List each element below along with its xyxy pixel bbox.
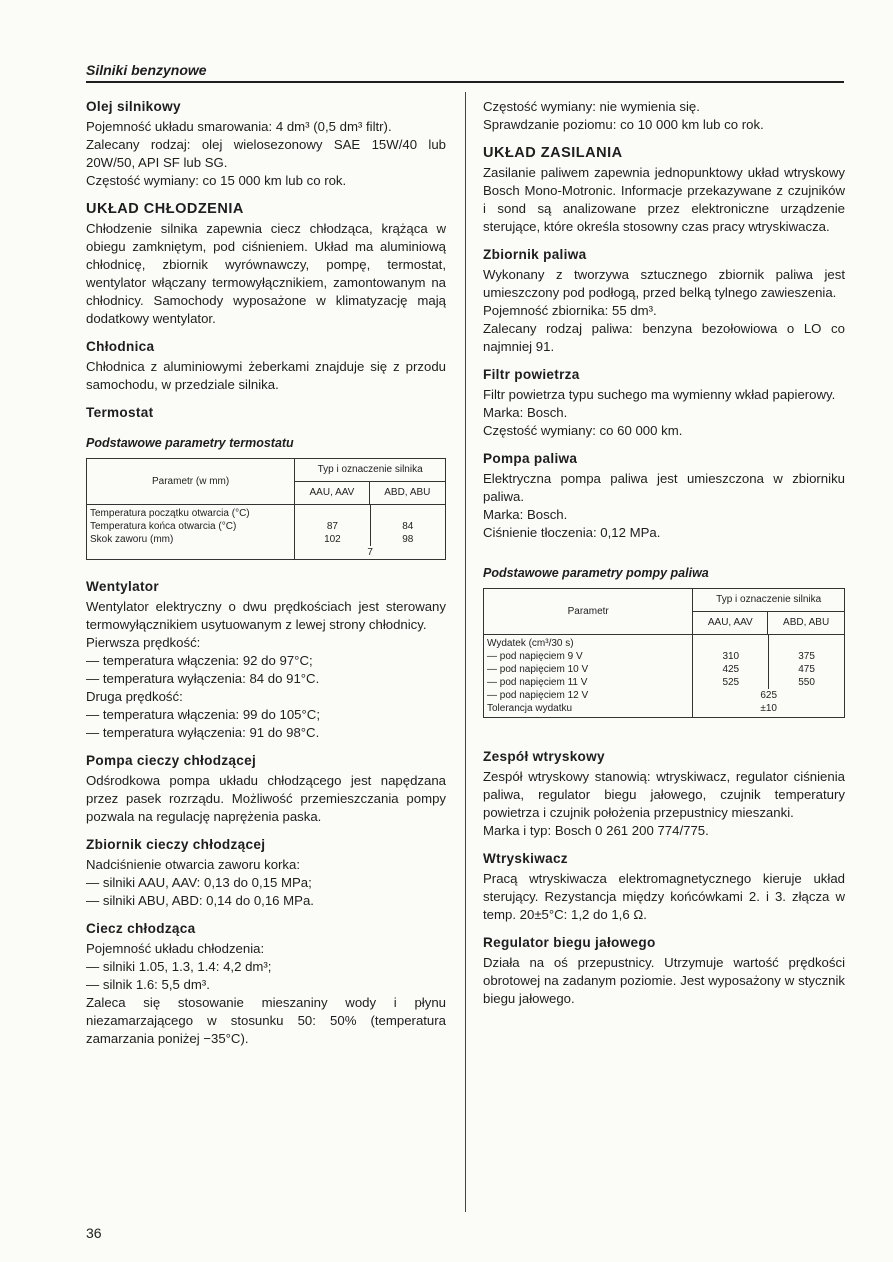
oil-change: Częstość wymiany: co 15 000 km lub co rok. — [86, 173, 347, 188]
table-col2-header: ABD, ABU — [768, 612, 845, 635]
injector-section — [483, 850, 845, 924]
thermostat-heading: Termostat — [86, 405, 154, 420]
column-divider — [465, 92, 466, 1212]
coolant-line: Zaleca się stosowanie mieszaniny wody i płynu niezamarzającego w stosunku 50: 50% (temperatura zamarzania poniżej −35°C). — [86, 995, 446, 1046]
cooling-section — [86, 200, 446, 328]
right-column — [483, 98, 845, 1018]
air-filter-line: Marka: Bosch. — [483, 405, 568, 420]
table-header-param: Parametr (w mm) — [87, 459, 295, 505]
fan-line: Druga prędkość: — [86, 689, 183, 704]
fuel-system-section — [483, 144, 845, 236]
idle-regulator-heading: Regulator biegu jałowego — [483, 935, 656, 950]
fuel-pump-line: Ciśnienie tłoczenia: 0,12 MPa. — [483, 525, 661, 540]
table-row-label: Skok zaworu (mm) — [90, 534, 174, 545]
oil-section — [86, 98, 446, 190]
table-row-label: — pod napięciem 11 V — [487, 677, 588, 688]
fuel-pump-table-caption: Podstawowe parametry pompy paliwa — [483, 566, 709, 580]
injection-unit-line: Zespół wtryskowy stanowią: wtryskiwacz, regulator ciśnienia paliwa, regulator biegu jałowego, czujnik temperatury powietrza i czujnik położenia przepustnicy mieszanki. — [483, 769, 845, 820]
header-rule — [86, 81, 844, 83]
table-cell: 550 — [798, 677, 815, 688]
fuel-pump-table — [483, 588, 845, 718]
page-header: Silniki benzynowe — [86, 62, 207, 78]
coolant-section — [86, 920, 446, 1048]
coolant-tank-line: — silniki AAU, AAV: 0,13 do 0,15 MPa; — [86, 875, 312, 890]
table-header-type: Typ i oznaczenie silnika — [295, 459, 446, 482]
injection-unit-line: Marka i typ: Bosch 0 261 200 774/775. — [483, 823, 709, 838]
fuel-pump-section — [483, 450, 845, 718]
oil-capacity: Pojemność układu smarowania: 4 dm³ (0,5 dm³ filtr). — [86, 119, 392, 134]
coolant-heading: Ciecz chłodząca — [86, 921, 196, 936]
coolant-line: — silnik 1.6: 5,5 dm³. — [86, 977, 210, 992]
air-filter-line: Filtr powietrza typu suchego ma wymienny wkład papierowy. — [483, 387, 836, 402]
idle-regulator-text: Działa na oś przepustnicy. Utrzymuje wartość prędkości obrotowej na zadanym poziomie. Jest wyposażony w stycznik biegu jałowego. — [483, 955, 845, 1006]
coolant-pump-section — [86, 752, 446, 826]
table-col2-values — [769, 635, 844, 689]
fuel-tank-heading: Zbiornik paliwa — [483, 247, 587, 262]
injector-heading: Wtryskiwacz — [483, 851, 568, 866]
table-col1-header: AAU, AAV — [295, 482, 369, 505]
fan-line: — temperatura wyłączenia: 91 do 98°C. — [86, 725, 320, 740]
radiator-heading: Chłodnica — [86, 339, 155, 354]
table-col1-header: AAU, AAV — [693, 612, 768, 635]
table-row-labels — [484, 635, 693, 718]
coolant-tank-heading: Zbiornik cieczy chłodzącej — [86, 837, 266, 852]
table-row-label: — pod napięciem 10 V — [487, 664, 589, 675]
coolant-tank-line: — silniki ABU, ABD: 0,14 do 0,16 MPa. — [86, 893, 314, 908]
table-col2-header: ABD, ABU — [369, 482, 445, 505]
table-col1-values — [295, 505, 370, 546]
fuel-pump-line: Elektryczna pompa paliwa jest umieszczona w zbiorniku paliwa. — [483, 471, 845, 504]
table-cell: 475 — [798, 664, 815, 675]
table-cell-shared: 625 — [760, 690, 778, 701]
cooling-text: Chłodzenie silnika zapewnia ciecz chłodząca, krążąca w obiegu zamkniętym, pod ciśnieniem. Układ ma aluminiową chłodnicę, zbiornik wyrównawczy, pompę, termostat, wentylator włączany termowyłącznikiem, zamontowanym na chłodnicy. Samochody wyposażone w klimatyzację mają dodatkowy wentylator. — [86, 221, 446, 326]
fan-line: Pierwsza prędkość: — [86, 635, 201, 650]
table-row-label: — pod napięciem 12 V — [487, 690, 589, 701]
thermostat-section — [86, 404, 446, 560]
fan-text: Wentylator elektryczny o dwu prędkościach jest sterowany termowyłącznikiem usytuowanym z lewej strony chłodnicy. — [86, 599, 446, 632]
fuel-system-heading: UKŁAD ZASILANIA — [483, 145, 623, 161]
table-cell: 84 — [402, 521, 414, 532]
table-header-type: Typ i oznaczenie silnika — [693, 589, 845, 612]
table-row-label: — pod napięciem 9 V — [487, 651, 583, 662]
table-cell: 102 — [324, 534, 341, 545]
oil-heading: Olej silnikowy — [86, 99, 181, 114]
table-values — [693, 635, 845, 718]
cooling-heading: UKŁAD CHŁODZENIA — [86, 201, 244, 217]
fan-line: — temperatura włączenia: 99 do 105°C; — [86, 707, 320, 722]
coolant-line: Pojemność układu chłodzenia: — [86, 941, 265, 956]
table-row-label: Temperatura końca otwarcia (°C) — [90, 521, 237, 532]
coolant-pump-heading: Pompa cieczy chłodzącej — [86, 753, 257, 768]
fuel-pump-line: Marka: Bosch. — [483, 507, 568, 522]
idle-regulator-section — [483, 934, 845, 1008]
table-header-param: Parametr — [484, 589, 693, 635]
fuel-tank-line: Wykonany z tworzywa sztucznego zbiornik paliwa jest umieszczony pod podłogą, przed belką tylnego zawieszenia. — [483, 267, 845, 300]
air-filter-heading: Filtr powietrza — [483, 367, 580, 382]
fuel-tank-line: Zalecany rodzaj paliwa: benzyna bezołowiowa o LO co najmniej 91. — [483, 321, 845, 354]
coolant-tank-section — [86, 836, 446, 910]
fuel-tank-section — [483, 246, 845, 356]
fan-section — [86, 578, 446, 742]
injection-unit-section — [483, 748, 845, 840]
injector-text: Pracą wtryskiwacza elektromagnetycznego kieruje układ sterujący. Rezystancja między końcówkami 2. i 3. złącza w temp. 20±5°C: 1,2 do 1,6 Ω. — [483, 871, 845, 922]
radiator-section — [86, 338, 446, 394]
table-cell: 525 — [722, 677, 740, 688]
check-line: Sprawdzanie poziomu: co 10 000 km lub co rok. — [483, 117, 764, 132]
table-col1-values — [693, 635, 769, 689]
oil-change-section — [483, 98, 845, 134]
page-number: 36 — [86, 1225, 102, 1241]
left-column — [86, 98, 446, 1058]
table-col2-values — [371, 505, 445, 546]
fuel-pump-heading: Pompa paliwa — [483, 451, 578, 466]
change-line: Częstość wymiany: nie wymienia się. — [483, 99, 700, 114]
table-cell: 425 — [722, 664, 740, 675]
fan-line: — temperatura włączenia: 92 do 97°C; — [86, 653, 313, 668]
thermostat-table — [86, 458, 446, 560]
table-cell-shared: 7 — [367, 547, 373, 558]
fuel-system-text: Zasilanie paliwem zapewnia jednopunktowy układ wtryskowy Bosch Mono-Motronic. Informacje przekazywane z czujników i sond są analizowane przez elektroniczne urządzenie sterujące, które określa stosowny czas pracy wtryskiwacza. — [483, 165, 845, 234]
coolant-line: — silniki 1.05, 1.3, 1.4: 4,2 dm³; — [86, 959, 272, 974]
table-values — [295, 505, 446, 560]
table-cell: 87 — [326, 521, 338, 532]
air-filter-line: Częstość wymiany: co 60 000 km. — [483, 423, 683, 438]
coolant-pump-text: Odśrodkowa pompa układu chłodzącego jest napędzana przez pasek rozrządu. Możliwość przemieszczania pompy pozwala na regulację naprężenia paska. — [86, 773, 446, 824]
table-cell: 310 — [722, 651, 740, 662]
injection-unit-heading: Zespół wtryskowy — [483, 749, 605, 764]
table-cell: 98 — [402, 534, 414, 545]
table-row-label: Temperatura początku otwarcia (°C) — [90, 508, 250, 519]
fan-line: — temperatura wyłączenia: 84 do 91°C. — [86, 671, 320, 686]
table-cell: 375 — [798, 651, 815, 662]
table-cell-shared: ±10 — [760, 703, 777, 714]
table-row-label: Tolerancja wydatku — [487, 703, 573, 714]
table-row-labels — [87, 505, 295, 560]
radiator-text: Chłodnica z aluminiowymi żeberkami znajduje się z przodu samochodu, w przedziale silnika. — [86, 359, 446, 392]
coolant-tank-line: Nadciśnienie otwarcia zaworu korka: — [86, 857, 301, 872]
fan-heading: Wentylator — [86, 579, 159, 594]
fuel-tank-line: Pojemność zbiornika: 55 dm³. — [483, 303, 657, 318]
air-filter-section — [483, 366, 845, 440]
table-row-label: Wydatek (cm³/30 s) — [487, 638, 574, 649]
thermostat-table-caption: Podstawowe parametry termostatu — [86, 436, 294, 450]
oil-type: Zalecany rodzaj: olej wielosezonowy SAE 15W/40 lub 20W/50, API SF lub SG. — [86, 137, 446, 170]
